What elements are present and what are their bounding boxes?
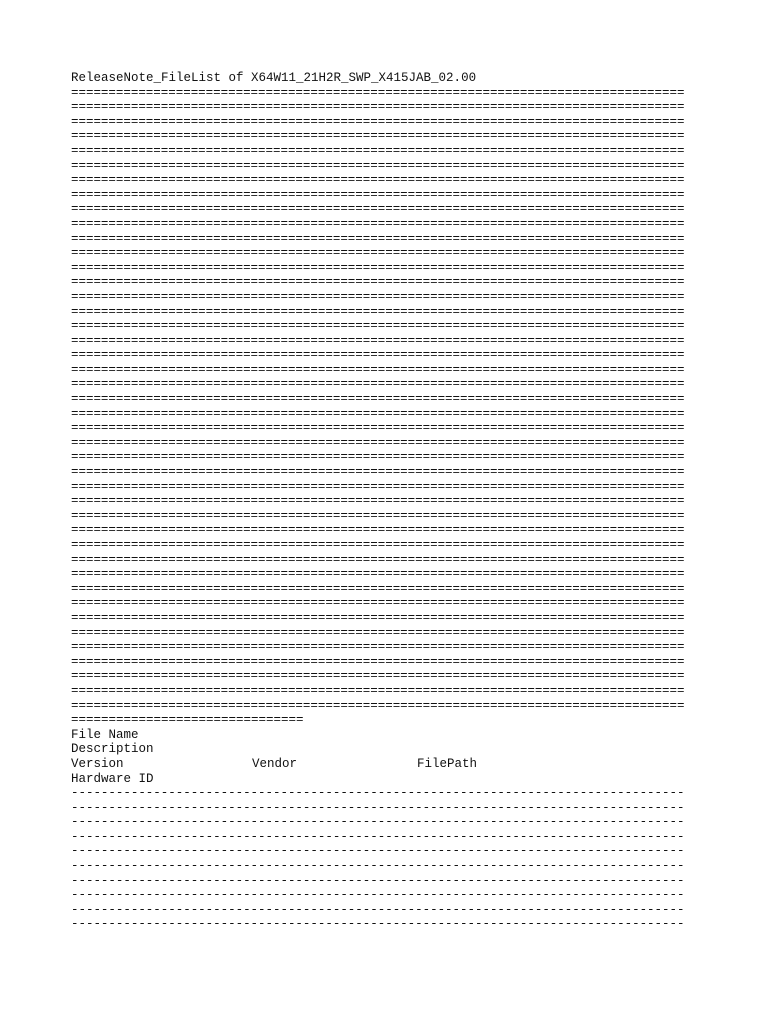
equals-separator-line: ================================================================================== bbox=[71, 319, 685, 334]
equals-separator-line: ================================================================================== bbox=[71, 289, 685, 304]
equals-separator-line: ================================================================================== bbox=[71, 465, 685, 480]
equals-separator-line: ================================================================================== bbox=[71, 538, 685, 552]
document-title: ReleaseNote_FileList of X64W11_21H2R_SWP_X415JAB_02.00 bbox=[71, 71, 477, 85]
equals-separator-line: ================================================================================== bbox=[71, 100, 685, 115]
equals-separator-line: ================================================================================== bbox=[71, 640, 685, 655]
equals-separator-line: ================================================================================== bbox=[71, 494, 685, 509]
equals-separator-line: ================================================================================== bbox=[71, 523, 685, 538]
equals-separator-line: ================================================================================== bbox=[71, 508, 685, 523]
equals-separator-line: ================================================================================== bbox=[71, 435, 685, 450]
equals-separator-line: ================================================================================== bbox=[71, 246, 685, 261]
column-header-file-name: File Name bbox=[71, 727, 139, 742]
equals-separator-line: ================================================================================== bbox=[71, 173, 685, 188]
equals-separator-line: ================================================================================== bbox=[71, 625, 685, 640]
dash-separator-line: ---------------------------------------------------------------------------------- bbox=[71, 888, 685, 903]
equals-separator-line: ================================================================================== bbox=[71, 143, 685, 158]
equals-separator-line: ================================================================================== bbox=[71, 202, 685, 217]
equals-separator-line: ================================================================================== bbox=[71, 596, 685, 611]
column-header-filepath: FilePath bbox=[417, 756, 478, 771]
equals-separator-line: ================================================================================== bbox=[71, 421, 685, 436]
release-note-document bbox=[71, 71, 711, 932]
equals-separator-line: ================================================================================== bbox=[71, 610, 685, 625]
equals-separator-line: ================================================================================== bbox=[71, 392, 685, 407]
equals-separator-line: ================================================================================== bbox=[71, 450, 685, 465]
equals-separator-line: ================================================================================== bbox=[71, 114, 685, 129]
equals-separator-line: ================================================================================== bbox=[71, 377, 685, 392]
column-header-description: Description bbox=[71, 742, 154, 757]
dash-separator-line: ---------------------------------------------------------------------------------- bbox=[71, 902, 685, 917]
equals-separator-line: ================================================================================== bbox=[71, 406, 685, 421]
equals-separator-line: ================================================================================== bbox=[71, 698, 685, 713]
equals-separator-line: ================================================================================== bbox=[71, 187, 685, 202]
equals-separator-line: ================================================================================== bbox=[71, 654, 685, 669]
equals-separator-block bbox=[71, 86, 711, 714]
dash-separator-line: ---------------------------------------------------------------------------------- bbox=[71, 859, 685, 874]
equals-separator-line: ================================================================================== bbox=[71, 683, 685, 698]
equals-separator-line: ================================================================================== bbox=[71, 567, 685, 582]
equals-separator-line: ================================================================================== bbox=[71, 304, 685, 319]
equals-separator-line: ================================================================================== bbox=[71, 669, 685, 684]
equals-separator-line: ================================================================================== bbox=[71, 129, 685, 144]
equals-separator-line: ================================================================================== bbox=[71, 333, 685, 348]
equals-separator-line: ================================================================================== bbox=[71, 581, 685, 596]
equals-partial-rule: =============================== bbox=[71, 713, 304, 728]
equals-separator-line: ================================================================================== bbox=[71, 275, 685, 290]
dash-separator-line: ---------------------------------------------------------------------------------- bbox=[71, 917, 685, 932]
dash-separator-line: ---------------------------------------------------------------------------------- bbox=[71, 829, 685, 844]
dash-separator-line: ---------------------------------------------------------------------------------- bbox=[71, 786, 685, 801]
equals-separator-line: ================================================================================== bbox=[71, 348, 685, 363]
equals-separator-line: ================================================================================== bbox=[71, 231, 685, 246]
equals-separator-line: ================================================================================== bbox=[71, 479, 685, 494]
equals-separator-line: ================================================================================== bbox=[71, 552, 685, 567]
column-header-row bbox=[71, 757, 711, 772]
equals-separator-line: ================================================================================== bbox=[71, 260, 685, 275]
equals-separator-line: ================================================================================== bbox=[71, 158, 685, 173]
dash-separator-line: ---------------------------------------------------------------------------------- bbox=[71, 844, 685, 859]
equals-separator-line: ================================================================================== bbox=[71, 85, 685, 100]
dash-separator-line: ---------------------------------------------------------------------------------- bbox=[71, 815, 685, 830]
column-header-hardware-id: Hardware ID bbox=[71, 771, 154, 786]
equals-separator-line: ================================================================================== bbox=[71, 362, 685, 377]
column-header-vendor: Vendor bbox=[252, 756, 298, 771]
equals-separator-line: ================================================================================== bbox=[71, 216, 685, 231]
column-header-version: Version bbox=[71, 756, 124, 771]
dash-separator-line: ---------------------------------------------------------------------------------- bbox=[71, 800, 685, 815]
dash-separator-line: ---------------------------------------------------------------------------------- bbox=[71, 873, 685, 888]
dash-separator-block bbox=[71, 786, 711, 932]
